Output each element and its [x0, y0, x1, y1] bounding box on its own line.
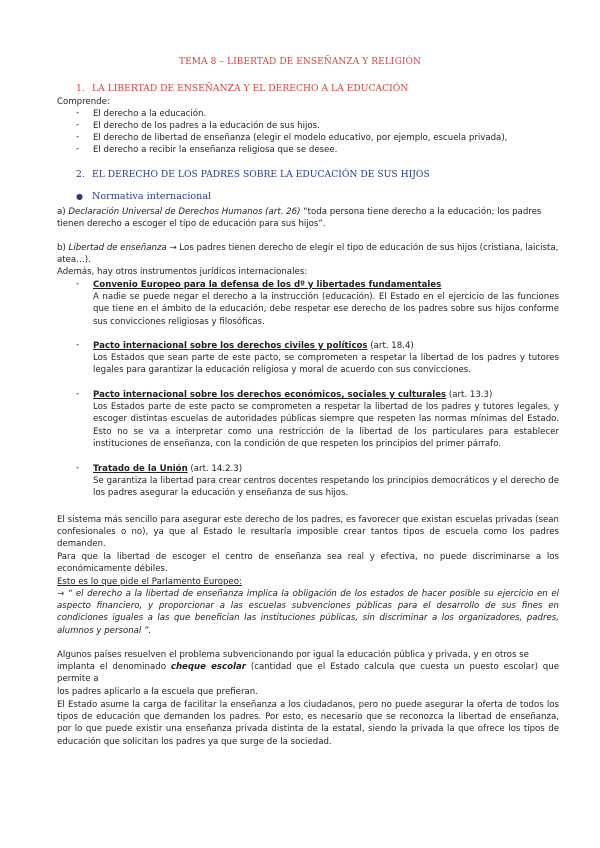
section-2-heading — [76, 169, 430, 180]
paragraph-line: Para que la libertad de escoger el centro de enseñanza sea real y efectiva, no puede discriminarse a los — [57, 552, 559, 562]
paragraph-line: demanden. — [57, 539, 106, 550]
cheque-escolar-term: cheque escolar — [170, 662, 247, 673]
paragraph-line: Algunos países resuelven el problema subvencionando por igual la educación pública y privada, y en otros se — [57, 650, 529, 660]
list-dash: - — [76, 463, 80, 473]
subheading-normativa — [76, 191, 211, 202]
instrument-line: escoger distintas escuelas de autoridades públicas siempre que respeten las normas mínimas del Estado. — [93, 414, 559, 425]
section-1-heading — [76, 83, 408, 94]
paragraph-b-text: → Los padres tienen derecho de elegir el tipo de educación de sus hijos (cristiana, laicista, — [166, 243, 559, 253]
instruments-intro: Además, hay otros instrumentos jurídicos internacionales: — [57, 267, 308, 277]
instrument-convenio-europeo — [93, 279, 559, 328]
section-1-title: LA LIBERTAD DE ENSEÑANZA Y EL DERECHO A LA EDUCACIÓN — [92, 83, 409, 94]
section-2-number: 2. — [76, 169, 85, 180]
paragraph-b — [57, 242, 559, 266]
document-title: TEMA 8 – LIBERTAD DE ENSEÑANZA Y RELIGIÓN — [179, 57, 421, 67]
parliament-label: Esto es lo que pide el Parlamento Europeo: — [57, 577, 242, 587]
instrument-line: A nadie se puede negar el derecho a la instrucción (educación). El Estado en el ejercicio de las funciones que — [93, 292, 559, 315]
instrument-name: Pacto internacional sobre los derechos civiles y políticos — [93, 341, 368, 351]
paragraph-a-source: Declaración Universal de Derechos Humanos (art. 26) — [68, 207, 301, 217]
list-item: El derecho de los padres a la educación de sus hijos. — [93, 121, 320, 131]
instrument-line: convicciones religiosas y filosóficas. — [110, 316, 265, 327]
subheading-text: Normativa internacional — [92, 191, 212, 202]
quote-line: aspecto financiero, y proporcionar a las escuelas subvenciones públicas para el desarrollo de sus fines en — [57, 601, 559, 612]
paragraph-a — [57, 206, 559, 230]
instrument-article: (art. 14.2.3) — [187, 464, 243, 474]
instrument-line: Se garantiza la libertad para crear centros docentes respetando los principios democráticos y el derecho de — [93, 476, 559, 487]
section-2-title: EL DERECHO DE LOS PADRES SOBRE LA EDUCACIÓN DE SUS HIJOS — [92, 169, 430, 180]
list-item: El derecho a la educación. — [93, 109, 207, 119]
list-dash: - — [76, 120, 80, 130]
list-item: El derecho de libertad de enseñanza (elegir el modelo educativo, por ejemplo, escuela privada), — [93, 133, 508, 143]
instrument-name: Tratado de la Unión — [93, 464, 188, 474]
paragraph-a-prefix: a) — [57, 207, 69, 217]
paragraph-line: (cantidad que el Estado calcula que cuesta un puesto escolar) que permite a — [57, 662, 559, 685]
paragraph-line: educación que solicitan los padres ya que surge de la sociedad. — [57, 736, 332, 747]
instrument-line: los padres asegurar la educación y enseñanza de sus hijos. — [93, 488, 349, 499]
bullet-icon: ● — [76, 192, 83, 201]
section-1-intro: Comprende: — [57, 97, 110, 107]
list-item: El derecho a recibir la enseñanza religiosa que se desee. — [93, 145, 338, 155]
paragraph-escuelas-privadas — [57, 514, 559, 551]
paragraph-b-prefix: b) — [57, 243, 69, 253]
quote-line: condiciones iguales a las que benefician las instituciones públicas, sin discriminar a los organizadores, padres, — [57, 613, 559, 624]
quote-line: → “ el derecho a la libertad de enseñanza implica la obligación de los estados de hacer posible su ejercicio en el — [57, 589, 559, 599]
list-dash: - — [76, 340, 80, 350]
list-dash: - — [76, 144, 80, 154]
list-dash: - — [76, 389, 80, 399]
instrument-name: Pacto internacional sobre los derechos económicos, sociales y culturales — [93, 390, 447, 400]
paragraph-line: confesionales o no), ya que al Estado le resultaría imposible crear tantos tipos de escuela como los padres — [57, 527, 559, 538]
instrument-line: Los Estados que sean parte de este pacto, se comprometen a respetar la libertad de los padres y tutores — [93, 353, 559, 364]
paragraph-line: tipos de educación que demanden los padres. Por esto, es necesario que se reconozca la libertad de enseñanza, por — [57, 712, 559, 735]
paragraph-cheque-escolar — [57, 649, 559, 698]
paragraph-a-text: “toda persona tiene derecho a la educación; los padres — [300, 207, 542, 217]
paragraph-estado — [57, 699, 559, 748]
instrument-line: Los Estados parte de este pacto se comprometen a respetar la libertad de los padres y tutores legales, y — [93, 402, 559, 413]
paragraph-a-line2: tienen derecho a escoger el tipo de educación para sus hijos”. — [57, 219, 326, 230]
paragraph-line: lo que puede existir una enseñanza privada distinta de la estatal, siendo la privada la que ofrece los tipos de — [74, 724, 560, 735]
instrument-line: instituciones de enseñanza, con la condición de que respeten los principios del primer párrafo. — [93, 438, 502, 449]
list-dash: - — [76, 279, 80, 289]
instrument-line: Esto no se va a interpretar como una restricción de la libertad de los particulares para establecer — [93, 426, 559, 437]
instrument-line: tiene en el ámbito de la educación, debe respetar ese derecho de los padres sobre sus hijos conforme sus — [93, 304, 559, 327]
instrument-line: legales para garantizar la educación religiosa y moral de acuerdo con sus convicciones. — [93, 365, 472, 376]
paragraph-line: El sistema más sencillo para asegurar este derecho de los padres, es favorecer que existan escuelas privadas (sean — [57, 515, 559, 525]
instrument-name: Convenio Europeo para la defensa de los dº y libertades fundamentales — [93, 280, 442, 290]
section-1-number: 1. — [76, 83, 85, 94]
paragraph-line: implanta el denominado — [57, 662, 171, 673]
parliament-quote — [57, 588, 559, 637]
paragraph-line: económicamente débiles. — [57, 564, 168, 575]
quote-line: alumnos y personal ”. — [57, 625, 152, 636]
paragraph-line: El Estado asume la carga de facilitar la enseñanza a los ciudadanos, pero no puede asegurar la oferta de todos los — [57, 700, 559, 710]
paragraph-b-source: Libertad de enseñanza — [68, 243, 167, 253]
list-dash: - — [76, 108, 80, 118]
instrument-pacto-civiles — [93, 340, 559, 377]
paragraph-line: los padres aplicarlo a la escuela que prefieran. — [57, 686, 258, 697]
paragraph-libertad-escoger — [57, 551, 559, 575]
instrument-pacto-economicos — [93, 389, 559, 450]
list-dash: - — [76, 132, 80, 142]
instrument-article: (art. 13.3) — [446, 390, 493, 400]
instrument-article: (art. 18.4) — [367, 341, 414, 351]
paragraph-b-line2: atea…). — [57, 255, 91, 266]
instrument-tratado-union — [93, 463, 559, 500]
